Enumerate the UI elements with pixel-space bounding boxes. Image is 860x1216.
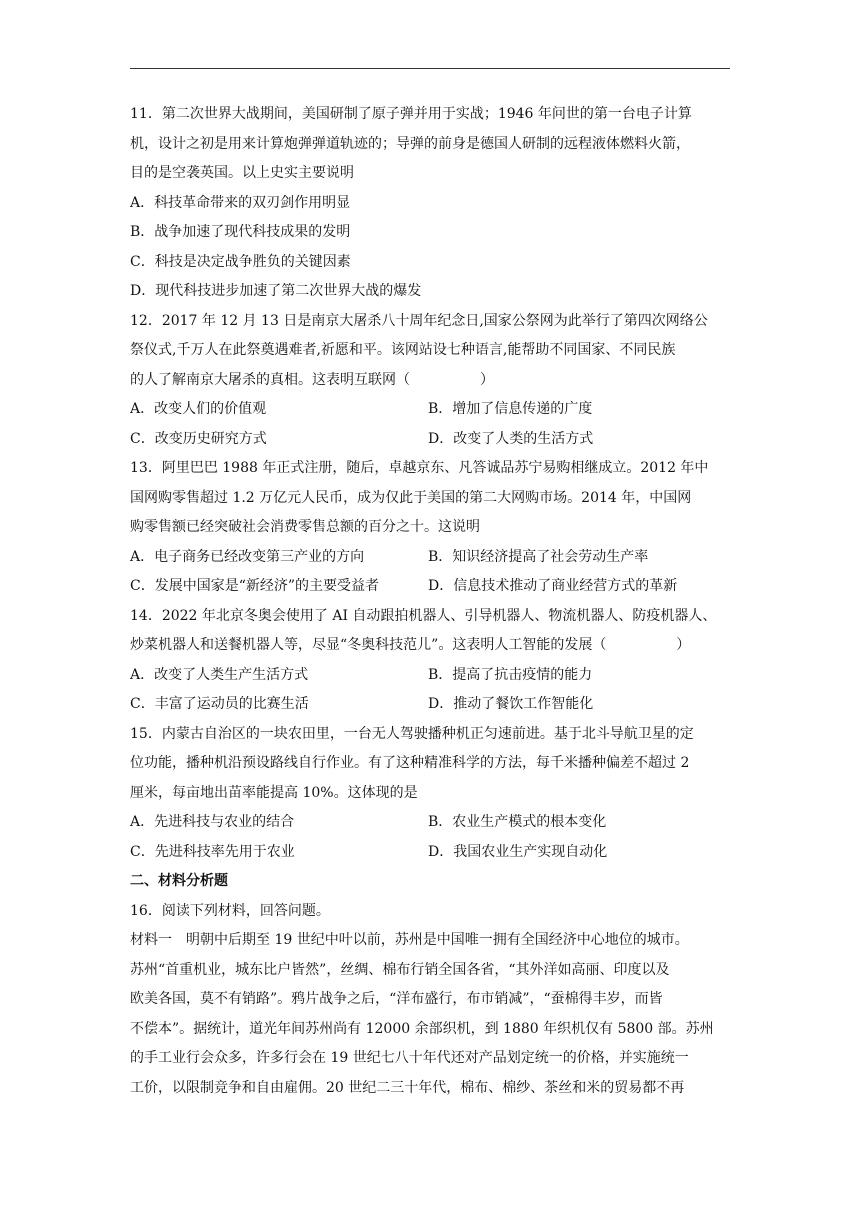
material-line: 工价，以限制竞争和自由雇佣。20 世纪二三十年代，棉布、棉纱、茶丝和米的贸易都不再 [130, 1079, 685, 1096]
material-line: 欧美各国，莫不有销路”。鸦片战争之后，“洋布盛行，布市销减”，“蚕棉得丰岁，而皆 [130, 991, 663, 1007]
stem-line: 国网购零售超过 1.2 万亿元人民币，成为仅此于美国的第二大网购市场。2014 年，中国网 [130, 489, 692, 506]
option-b: B．知识经济提高了社会劳动生产率 [428, 548, 649, 565]
document-body [130, 100, 730, 1103]
question-12-stem [130, 307, 730, 396]
stem-line: 14．2022 年北京冬奥会使用了 AI 自动跟拍机器人、引导机器人、物流机器人、防疫机器人、 [130, 607, 717, 624]
stem-line: 位功能，播种机沿预设路线自行作业。有了这种精准科学的方法，每千米播种偏差不超过 2 [130, 755, 690, 771]
stem-line: 15．内蒙古自治区的一块农田里，一台无人驾驶播种机正匀速前进。基于北斗导航卫星的定 [130, 725, 694, 742]
question-16-stem [130, 897, 730, 927]
header-rule [130, 68, 730, 69]
stem-line: 厘米，每亩地出苗率能提高 10%。这体现的是 [130, 784, 418, 801]
stem-line: 16．阅读下列材料，回答问题。 [130, 902, 330, 919]
stem-line: 的人了解南京大屠杀的真相。这表明互联网（ ） [130, 371, 494, 388]
option-d: D．现代科技进步加速了第二次世界大战的爆发 [130, 283, 422, 299]
question-15-options [130, 808, 730, 867]
stem-line: 目的是空袭英国。以上史实主要说明 [130, 165, 354, 181]
question-13-options [130, 543, 730, 602]
material-one [130, 926, 730, 1103]
option-b: B．农业生产模式的根本变化 [428, 814, 607, 830]
option-b: B．提高了抗击疫情的能力 [428, 666, 593, 683]
question-15-stem [130, 720, 730, 809]
material-line: 材料一 明朝中后期至 19 世纪中叶以前，苏州是中国唯一拥有全国经济中心地位的城市。 [130, 932, 689, 948]
stem-line: 炒菜机器人和送餐机器人等，尽显“冬奥科技范儿”。这表明人工智能的发展（ ） [130, 637, 691, 653]
option-a: A．电子商务已经改变第三产业的方向 [130, 548, 365, 565]
option-d: D．改变了人类的生活方式 [428, 430, 594, 447]
stem-line: 机，设计之初是用来计算炮弹弹道轨迹的；导弹的前身是德国人研制的远程液体燃料火箭， [130, 135, 690, 152]
question-11-options [130, 189, 730, 307]
question-12-options [130, 395, 730, 454]
option-d: D．信息技术推动了商业经营方式的革新 [428, 578, 678, 594]
question-14-stem [130, 602, 730, 661]
option-d: D．推动了餐饮工作智能化 [428, 696, 594, 712]
option-a: A．先进科技与农业的结合 [130, 814, 295, 830]
material-line: 不偿本”。据统计，道光年间苏州尚有 12000 余部织机，到 1880 年织机仅有 5800 部。苏州 [130, 1020, 714, 1037]
stem-line: 祭仪式,千万人在此祭奠遇难者,祈愿和平。该网站设七种语言,能帮助不同国家、不同民族 [130, 342, 676, 358]
question-13-stem [130, 454, 730, 543]
option-c: C．改变历史研究方式 [130, 430, 267, 447]
option-c: C．丰富了运动员的比赛生活 [130, 696, 309, 712]
option-a: A．科技革命带来的双刃剑作用明显 [130, 194, 351, 211]
question-14-options [130, 661, 730, 720]
option-c: C．科技是决定战争胜负的关键因素 [130, 253, 351, 270]
stem-line: 13．阿里巴巴 1988 年正式注册，随后，卓越京东、凡答诚品苏宁易购相继成立。2012 年中 [130, 460, 709, 476]
stem-line: 12．2017 年 12 月 13 日是南京大屠杀八十周年纪念日,国家公祭网为此举行了第四次网络公 [130, 312, 708, 329]
option-d: D．我国农业生产实现自动化 [428, 843, 608, 860]
option-c: C．发展中国家是“新经济”的主要受益者 [130, 578, 380, 594]
stem-line: 11．第二次世界大战期间，美国研制了原子弹并用于实战；1946 年问世的第一台电子计算 [130, 106, 692, 122]
option-a: A．改变了人类生产生活方式 [130, 666, 309, 683]
stem-line: 购零售额已经突破社会消费零售总额的百分之十。这说明 [130, 519, 480, 535]
question-11-stem [130, 100, 730, 189]
section-heading: 二、材料分析题 [130, 873, 228, 889]
material-line: 苏州“首重机业，城东比户皆然”，丝绸、棉布行销全国各省，“其外洋如高丽、印度以及 [130, 961, 670, 978]
option-b: B．增加了信息传递的广度 [428, 401, 593, 417]
option-c: C．先进科技率先用于农业 [130, 843, 295, 860]
material-line: 的手工业行会众多，许多行会在 19 世纪七八十年代还对产品划定统一的价格，并实施统一 [130, 1050, 689, 1066]
option-b: B．战争加速了现代科技成果的发明 [130, 224, 351, 240]
option-a: A．改变人们的价值观 [130, 401, 267, 417]
